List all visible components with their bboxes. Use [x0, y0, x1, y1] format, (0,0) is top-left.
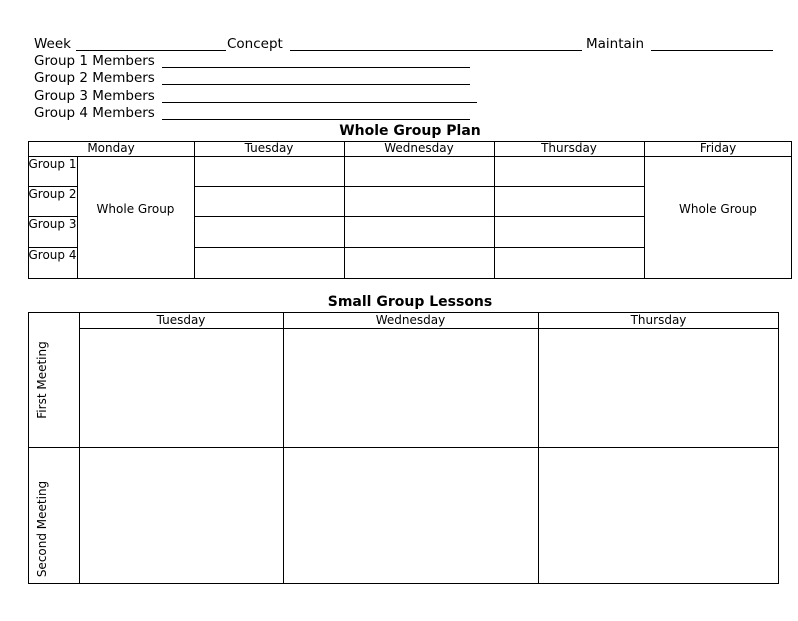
column-header-tuesday: Tuesday: [156, 313, 206, 327]
friday-whole-group-cell: Whole Group: [679, 202, 757, 216]
column-header-wednesday: Wednesday: [384, 141, 454, 155]
row-header-group-1: Group 1: [28, 157, 77, 171]
column-header-thursday: Thursday: [541, 141, 597, 155]
table-divider: [28, 156, 792, 157]
column-header-wednesday: Wednesday: [375, 313, 446, 327]
table-divider: [194, 186, 644, 187]
column-header-friday: Friday: [699, 141, 737, 155]
group-1-members-field[interactable]: [162, 67, 470, 68]
table-divider: [494, 141, 495, 279]
table-divider: [79, 328, 779, 329]
maintain-label: Maintain: [586, 36, 645, 52]
table-divider: [283, 312, 284, 584]
monday-whole-group-cell: Whole Group: [96, 202, 175, 216]
table-divider: [344, 141, 345, 279]
table-divider: [538, 312, 539, 584]
row-header-group-2: Group 2: [28, 187, 77, 201]
week-field[interactable]: [76, 50, 226, 51]
row-header-first-meeting: First Meeting: [35, 341, 49, 419]
concept-field[interactable]: [290, 50, 582, 51]
table-divider: [79, 312, 80, 584]
group-2-members-field[interactable]: [162, 84, 470, 85]
group-4-members-label: Group 4 Members: [34, 105, 155, 121]
column-header-monday: Monday: [87, 141, 135, 155]
column-header-tuesday: Tuesday: [244, 141, 294, 155]
whole-group-plan-title: Whole Group Plan: [339, 123, 481, 139]
group-4-members-field[interactable]: [162, 119, 470, 120]
week-label: Week: [34, 36, 71, 52]
table-divider: [28, 447, 779, 448]
table-divider: [194, 216, 644, 217]
row-header-group-3: Group 3: [28, 217, 77, 231]
small-group-lessons-title: Small Group Lessons: [327, 294, 493, 310]
row-header-second-meeting: Second Meeting: [35, 480, 49, 578]
concept-label: Concept: [227, 36, 283, 52]
maintain-field[interactable]: [651, 50, 773, 51]
group-3-members-label: Group 3 Members: [34, 88, 155, 104]
small-group-table: [28, 312, 779, 584]
group-1-members-label: Group 1 Members: [34, 53, 155, 69]
group-2-members-label: Group 2 Members: [34, 70, 155, 86]
table-divider: [77, 156, 78, 279]
column-header-thursday: Thursday: [630, 313, 687, 327]
table-divider: [194, 247, 644, 248]
row-header-group-4: Group 4: [28, 248, 77, 262]
table-divider: [194, 141, 195, 279]
group-3-members-field[interactable]: [162, 102, 477, 103]
